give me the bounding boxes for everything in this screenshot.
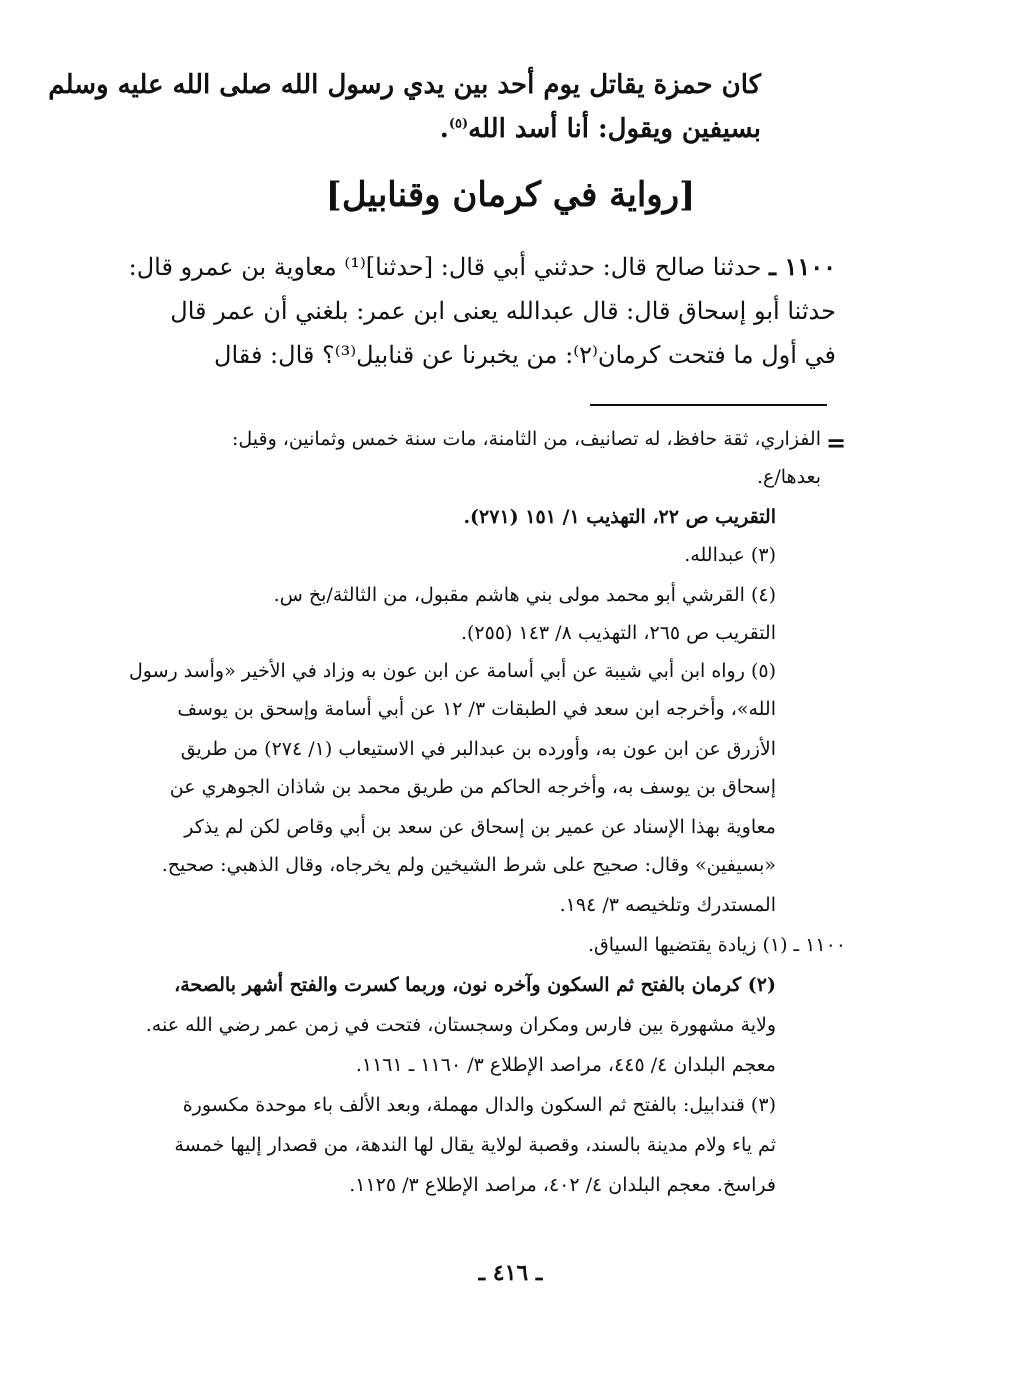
section-heading-text: [رواية في كرمان وقنابيل] [325, 175, 696, 215]
footnote-line-4-text: (٣) عبدالله. [684, 544, 776, 566]
hadith-line-1 [126, 252, 836, 281]
footnote-line-10-text: إسحاق بن يوسف به، وأخرجه الحاكم من طريق محمد بن شاذان الجوهري عن [169, 776, 776, 798]
footnote-line-13 [106, 894, 776, 916]
footnote-line-15-text: (٢) كرمان بالفتح ثم السكون وآخره نون، وربما كسرت والفتح أشهر بالصحة، [174, 974, 776, 996]
hadith-line-2-text: حدثنا أبو إسحاق قال: قال عبدالله يعنى ابن عمر: بلغني أن عمر قال [170, 297, 836, 325]
footnote-line-17-text: معجم البلدان ٤/ ٤٤٥، مراصد الإطلاع ٣/ ١١٦٠ ـ ١١٦١. [355, 1054, 776, 1076]
main-text-line-1-text: كان حمزة يقاتل يوم أحد بين يدي رسول الله صلى الله عليه وسلم [48, 70, 761, 100]
footnote-line-3 [136, 506, 776, 528]
section-heading [0, 175, 1021, 215]
footnote-line-5-text: (٤) القرشي أبو محمد مولى بني هاشم مقبول، من الثالثة/بخ س. [273, 584, 776, 606]
footnote-line-13-text: المستدرك وتلخيصه ٣/ ١٩٤. [559, 894, 776, 916]
footnote-line-20 [106, 1174, 776, 1196]
footnote-line-19-text: ثم ياء ولام مدينة بالسند، وقصبة لولاية يقال لها الندهة، من قصدار إليها خمسة [174, 1134, 776, 1156]
footnote-line-15 [106, 974, 776, 996]
footnote-line-7-text: (٥) رواه ابن أبي شيبة عن أبي أسامة عن ابن عون به وزاد في الأخير «وأسد رسول [128, 660, 776, 682]
footnote-line-1-text: الفزاري، ثقة حافظ، له تصانيف، من الثامنة، مات سنة خمس وثمانين، وقيل: [231, 428, 821, 450]
main-text-end-dot: . [439, 114, 449, 144]
footnote-line-18 [106, 1094, 776, 1116]
hadith-line-3-text: في أول ما فتحت كرمان⁽٢⁾: من يخبرنا عن قنابيل⁽³⁾؟ قال: فقال [214, 341, 836, 369]
page-number [0, 1260, 1021, 1286]
footnote-line-10 [106, 776, 776, 798]
footnote-line-5 [136, 584, 776, 606]
footnote-line-18-text: (٣) قندابيل: بالفتح ثم السكون والدال مهملة، وبعد الألف باء موحدة مكسورة [182, 1094, 776, 1116]
footnote-line-16 [106, 1014, 776, 1036]
footnote-line-20-text: فراسخ. معجم البلدان ٤/ ٤٠٢، مراصد الإطلاع ٣/ ١١٢٥. [349, 1174, 776, 1196]
footnote-line-8-text: الله»، وأخرجه ابن سعد في الطبقات ٣/ ١٢ عن أبي أسامة وإسحق بن يوسف [177, 698, 776, 720]
footnote-line-16-text: ولاية مشهورة بين فارس ومكران وسجستان، فتحت في زمن عمر رضي الله عنه. [145, 1014, 776, 1036]
footnote-line-11-text: معاوية بهذا الإسناد عن عمير بن إسحاق عن سعد بن أبي وقاص لكن لم يذكر [184, 816, 776, 838]
footnote-line-9 [106, 738, 776, 760]
main-text-line-2-text: بسيفين ويقول: أنا أسد الله [468, 114, 761, 144]
footnote-line-2 [131, 466, 821, 488]
footnote-line-1 [131, 428, 821, 450]
footnote-line-8 [106, 698, 776, 720]
footnote-line-12-text: «بسيفين» وقال: صحيح على شرط الشيخين ولم يخرجاه، وقال الذهبي: صحيح. [161, 854, 776, 876]
main-text-line-1 [48, 70, 761, 100]
hadith-line-3 [196, 341, 836, 369]
hadith-number: ١١٠٠ ـ [769, 252, 836, 281]
footnote-line-17 [106, 1054, 776, 1076]
footnote-line-4 [136, 544, 776, 566]
footnote-line-6-text: التقريب ص ٢٦٥، التهذيب ٨/ ١٤٣ (٢٥٥). [460, 622, 776, 644]
continuation-mark [826, 428, 846, 457]
footnote-ref-5: (٥) [448, 116, 469, 132]
footnote-line-9-text: الأزرق عن ابن عون به، وأورده بن عبدالبر في الاستيعاب (١/ ٢٧٤) من طريق [180, 738, 776, 760]
main-text-line-2 [121, 114, 761, 144]
footnote-line-12 [106, 854, 776, 876]
hadith-line-1-text: حدثنا صالح قال: حدثني أبي قال: [حدثنا]⁽¹⁾ معاوية بن عمرو قال: [128, 253, 762, 281]
footnote-line-6 [136, 622, 776, 644]
footnote-line-3-text: التقريب ص ٢٢، التهذيب ١/ ١٥١ (٢٧١). [463, 506, 776, 528]
footnote-line-7 [106, 660, 776, 682]
footnote-line-11 [106, 816, 776, 838]
page-number-text: ـ ٤١٦ ـ [478, 1260, 543, 1286]
continuation-mark-text: = [826, 428, 847, 457]
footnote-line-2-text: بعدها/ع. [756, 466, 821, 488]
footnote-line-19 [106, 1134, 776, 1156]
footnote-line-14-text: ١١٠٠ ـ (١) زيادة يقتضيها السياق. [587, 934, 846, 956]
footnote-line-14 [126, 934, 846, 956]
hadith-line-2 [170, 297, 836, 325]
footnote-divider [590, 404, 827, 406]
